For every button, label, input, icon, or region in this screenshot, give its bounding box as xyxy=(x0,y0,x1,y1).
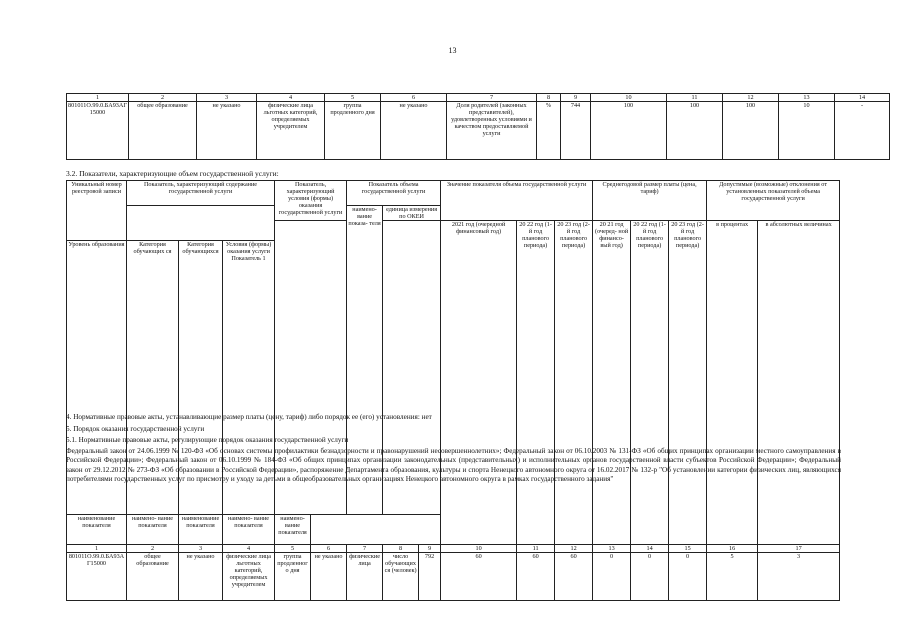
header-cell: 9 xyxy=(561,94,591,102)
header-cell: 7 xyxy=(447,94,537,102)
table-cell: не указано xyxy=(381,102,447,160)
header-cell: 11 xyxy=(517,545,555,553)
header-deviation: Допустимые (возможные) отклонения от установленных показателей объема государственной услуги xyxy=(707,181,840,221)
table-cell: 5 xyxy=(707,553,758,601)
header-cell: 14 xyxy=(835,94,890,102)
table2-header-row-1 xyxy=(67,181,840,206)
section-title: 3.2. Показатели, характеризующие объем государственной услуги: xyxy=(66,169,279,178)
header-cell: 16 xyxy=(707,545,758,553)
header-indicator-name: наименование показателя xyxy=(179,515,223,545)
header-cell: 7 xyxy=(347,545,383,553)
header-cell: 1 xyxy=(67,94,129,102)
table-cell: общее образование xyxy=(129,102,197,160)
header-indicator-name: наимено- вание показателя xyxy=(275,515,311,545)
header-cell: 3 xyxy=(179,545,223,553)
header-cell: 9 xyxy=(419,545,441,553)
table-cell: физические лица xyxy=(347,553,383,601)
header-average-fee: Среднегодовой размер платы (цена, тариф) xyxy=(593,181,707,221)
header-students: Категория обучающихся xyxy=(179,241,223,515)
table-cell: 0 xyxy=(631,553,669,601)
table-cell: 100 xyxy=(723,102,779,160)
header-cell: 8 xyxy=(383,545,419,553)
table-cell: 744 xyxy=(561,102,591,160)
header-cell: 5 xyxy=(325,94,381,102)
table-cell: физические лица льготных категорий, определяемых учредителем xyxy=(257,102,325,160)
header-category: Категория обучающих ся xyxy=(127,241,179,515)
header-percent: в процентах xyxy=(707,221,758,545)
table-cell: - xyxy=(835,102,890,160)
header-cell: 10 xyxy=(591,94,667,102)
table-cell: 0 xyxy=(669,553,707,601)
header-cell: 11 xyxy=(667,94,723,102)
header-cell: 13 xyxy=(593,545,631,553)
header-level: Уровень образования xyxy=(67,241,127,515)
header-year-2022: 20 22 год (1-й год планового периода) xyxy=(517,221,555,545)
header-cell: 4 xyxy=(257,94,325,102)
header-fee-2022: 20 22 год (1-й год планового периода) xyxy=(631,221,669,545)
header-indicator-name: наименование показателя xyxy=(67,515,127,545)
header-cell: 2 xyxy=(129,94,197,102)
header-cell: 6 xyxy=(311,545,347,553)
table-cell: 801011О.99.0.БА93АГ15000 xyxy=(67,102,129,160)
paragraph-laws-list: Федеральный закон от 24.06.1999 № 120-ФЗ «Об основах системы профилактики безнадзорности и правонарушений несовершеннолетних»; Федеральный закон от 06.10.2003 № 131-ФЗ «Об общих принципах организации местного самоуправления в Российской Федерации»; Федеральный закон от 06.10.1999 № 184-ФЗ «Об общих принципах организации законодательных (представительных) и исполнительных органов государственной власти субъектов Российской Федерации»; Федеральный закон от 29.12.2012 № 273-ФЗ «Об образовании в Российской Федерации», распоряжение Департамента образования, культуры и спорта Ненецкого автономного округа от 16.02.2017 № 132-р "Об установлении категории физических лиц, являющихся потребителями государственных услуг по присмотру и уходу за детьми в общеобразовательных организациях Ненецкого автономного округа в рамках государственного задания" xyxy=(66,447,841,484)
paragraph-service-procedure: 5. Порядок оказания государственной услуги xyxy=(66,425,205,433)
header-cell: 12 xyxy=(723,94,779,102)
header-blank xyxy=(127,206,275,241)
table-cell: 60 xyxy=(441,553,517,601)
header-cell: 17 xyxy=(758,545,840,553)
quality-indicators-table xyxy=(66,93,890,160)
table-cell: не указано xyxy=(311,553,347,601)
table-cell: % xyxy=(537,102,561,160)
header-cell: 14 xyxy=(631,545,669,553)
header-cell: 3 xyxy=(197,94,257,102)
header-unit: единица измерения по ОКЕИ xyxy=(383,206,441,221)
header-year-2021: 2021 год (очередной финансовый год) xyxy=(441,221,517,545)
table-cell: группа продленного дня xyxy=(325,102,381,160)
header-indicator-name: наимено- вание показателя xyxy=(223,515,275,545)
table-cell: 0 xyxy=(593,553,631,601)
header-cell: 10 xyxy=(441,545,517,553)
table-cell: общее образование xyxy=(127,553,179,601)
table-cell: 792 xyxy=(419,553,441,601)
table-cell: 3 xyxy=(758,553,840,601)
header-cond1: Условия (формы) оказания услуги Показатель 1 xyxy=(223,241,275,515)
table-cell: группа продленного дня xyxy=(275,553,311,601)
header-cell: 1 xyxy=(67,545,127,553)
header-cell: 12 xyxy=(555,545,593,553)
header-cell: 13 xyxy=(779,94,835,102)
header-content-indicator: Показатель, характеризующий содержание государственной услуги xyxy=(127,181,275,206)
table-cell: число обучающихся (человек) xyxy=(383,553,419,601)
header-cell: 5 xyxy=(275,545,311,553)
header-indicator-name: наимено- вание показателя xyxy=(127,515,179,545)
table2-number-row xyxy=(67,545,840,553)
table-cell: 100 xyxy=(591,102,667,160)
table-cell: не указано xyxy=(197,102,257,160)
table-cell: 10 xyxy=(779,102,835,160)
table-row xyxy=(67,553,840,601)
table-cell: Доля родителей (законных представителей), удовлетворенных условиями и качеством предоставляемой услуги xyxy=(447,102,537,160)
table-cell: 100 xyxy=(667,102,723,160)
header-cell: 2 xyxy=(127,545,179,553)
table-row xyxy=(67,102,890,160)
table-cell: физические лица льготных категорий, определяемых учредителем xyxy=(223,553,275,601)
paragraph-fee-acts: 4. Нормативные правовые акты, устанавливающие размер платы (цену, тариф) либо порядок ее (его) установления: нет xyxy=(66,413,432,421)
header-absolute: в абсолютных величинах xyxy=(758,221,840,545)
table-cell: 60 xyxy=(517,553,555,601)
table-cell: 801011О.99.0.БА93АГ15000 xyxy=(67,553,127,601)
header-volume-value: Значение показателя объема государственной услуги xyxy=(441,181,593,221)
header-volume-indicator: Показатель объема государственной услуги xyxy=(347,181,441,206)
table-cell: 60 xyxy=(555,553,593,601)
header-cell: 4 xyxy=(223,545,275,553)
paragraph-regulatory-acts: 5.1. Нормативные правовые акты, регулирующие порядок оказания государственной услуги xyxy=(66,436,349,444)
header-condition-indicator: Показатель, характеризующий условия (формы) оказания государственной услуги xyxy=(275,181,347,221)
page-number: 13 xyxy=(448,46,457,55)
header-cell: 8 xyxy=(537,94,561,102)
header-cell: 6 xyxy=(381,94,447,102)
header-volume-name: наимено- вание показа- теля xyxy=(347,206,383,515)
header-fee-2021: 20 21 год (очеред- ной финансо- вый год) xyxy=(593,221,631,545)
table-cell: не указано xyxy=(179,553,223,601)
header-year-2023: 20 23 год (2-й год планового периода) xyxy=(555,221,593,545)
table1-header-row xyxy=(67,94,890,102)
volume-indicators-table xyxy=(66,180,840,601)
header-fee-2023: 20 23 год (2-й год планового периода) xyxy=(669,221,707,545)
header-cell: 15 xyxy=(669,545,707,553)
header-unique-number: Уникальный номер реестровой записи xyxy=(67,181,127,241)
